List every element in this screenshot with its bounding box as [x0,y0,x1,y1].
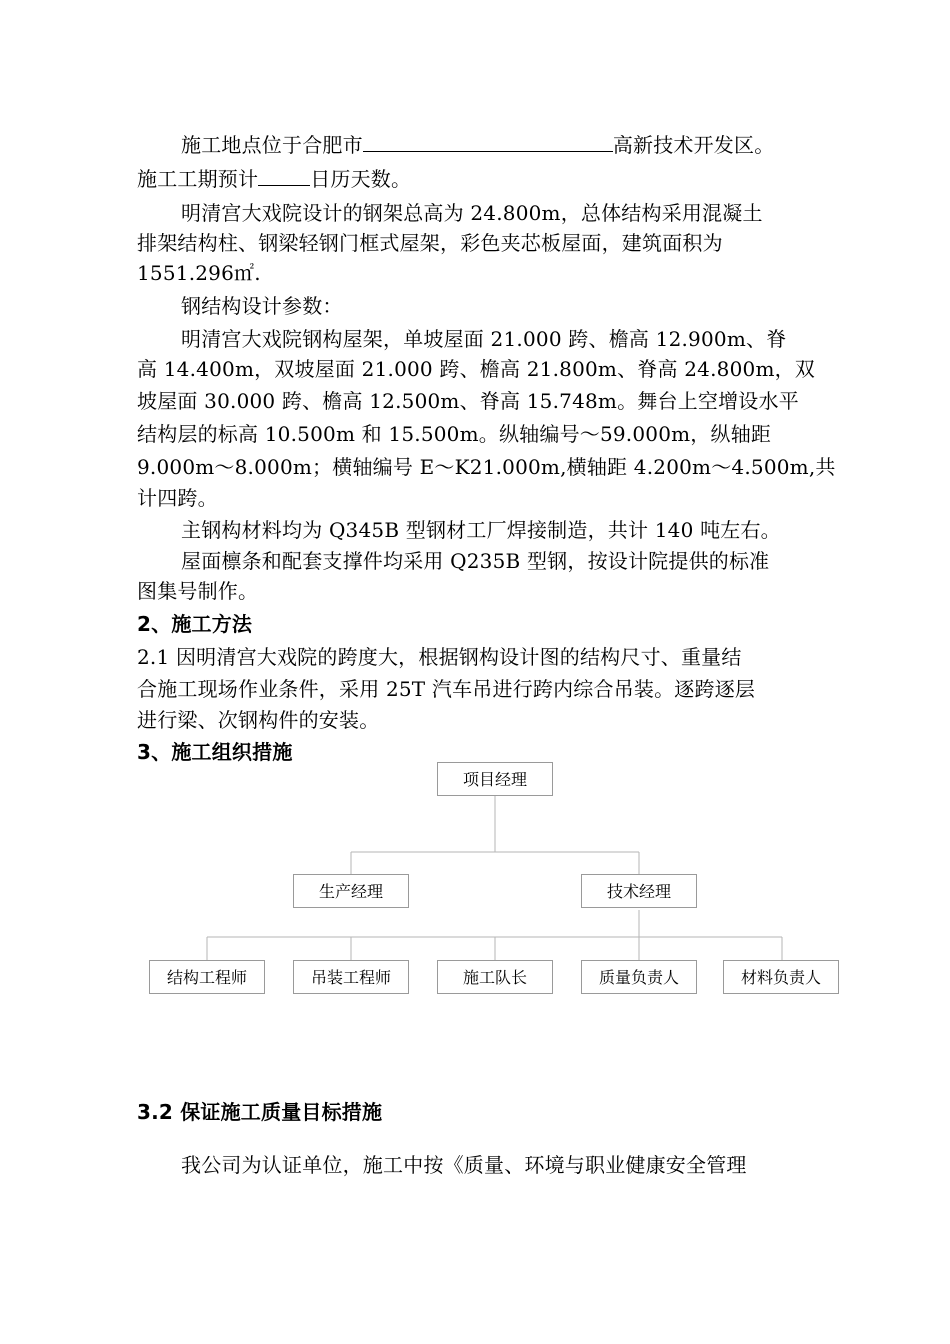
paragraph-steel-frame-line3: 1551.296㎡. [137,261,261,285]
paragraph-params-line4: 结构层的标高 10.500m 和 15.500m。纵轴编号～59.000m，纵轴距 [137,422,772,446]
paragraph-design-params-title: 钢结构设计参数： [181,294,343,318]
heading-construction-method: 2、施工方法 [137,612,253,636]
org-box-materials-lead: 材料负责人 [723,960,839,994]
text-duration-suffix: 日历天数。 [310,167,412,191]
paragraph-params-line3: 坡屋面 30.000 跨、檐高 12.500m、脊高 15.748m。舞台上空增设水平 [137,389,799,413]
org-box-quality-lead: 质量负责人 [581,960,697,994]
paragraph-method-line1: 2.1 因明清宫大戏院的跨度大，根据钢构设计图的结构尺寸、重量结 [137,645,742,669]
heading-quality-measures: 3.2 保证施工质量目标措施 [137,1100,383,1124]
paragraph-params-line2: 高 14.400m，双坡屋面 21.000 跨、檐高 21.800m、脊高 24.800m，双 [137,357,816,381]
paragraph-method-line2: 合施工现场作业条件，采用 25T 汽车吊进行跨内综合吊装。逐跨逐层 [137,677,756,701]
text-location-prefix: 施工地点位于合肥市 [181,133,363,157]
blank-field-days [258,165,310,186]
paragraph-purlins-line2: 图集号制作。 [137,579,259,603]
blank-field-district [363,131,613,152]
paragraph-params-line6: 计四跨。 [137,486,218,510]
text-location-suffix: 高新技术开发区。 [612,133,775,157]
org-box-technical-manager: 技术经理 [581,874,697,908]
paragraph-steel-frame-line1: 明清宫大戏院设计的钢架总高为 24.800m，总体结构采用混凝土 [181,201,763,225]
paragraph-params-line1: 明清宫大戏院钢构屋架，单坡屋面 21.000 跨、檐高 12.900m、脊 [181,327,787,351]
heading-organization: 3、施工组织措施 [137,740,293,764]
paragraph-steel-frame-line2: 排架结构柱、钢梁轻钢门框式屋架，彩色夹芯板屋面，建筑面积为 [137,231,723,255]
paragraph-certification: 我公司为认证单位，施工中按《质量、环境与职业健康安全管理 [181,1153,747,1177]
paragraph-method-line3: 进行梁、次钢构件的安装。 [137,708,380,732]
paragraph-duration [137,165,817,193]
paragraph-purlins-line1: 屋面檩条和配套支撑件均采用 Q235B 型钢，按设计院提供的标准 [181,549,770,573]
org-box-hoisting-engineer: 吊装工程师 [293,960,409,994]
org-box-construction-foreman: 施工队长 [437,960,553,994]
org-box-project-manager: 项目经理 [437,762,553,796]
org-box-production-manager: 生产经理 [293,874,409,908]
text-duration-prefix: 施工工期预计 [137,167,259,191]
paragraph-location [181,131,817,159]
paragraph-main-steel: 主钢构材料均为 Q345B 型钢材工厂焊接制造，共计 140 吨左右。 [181,518,781,542]
paragraph-params-line5: 9.000m～8.000m；横轴编号 E～K21.000m,横轴距 4.200m～4.500m,共 [137,455,836,479]
org-box-structural-engineer: 结构工程师 [149,960,265,994]
